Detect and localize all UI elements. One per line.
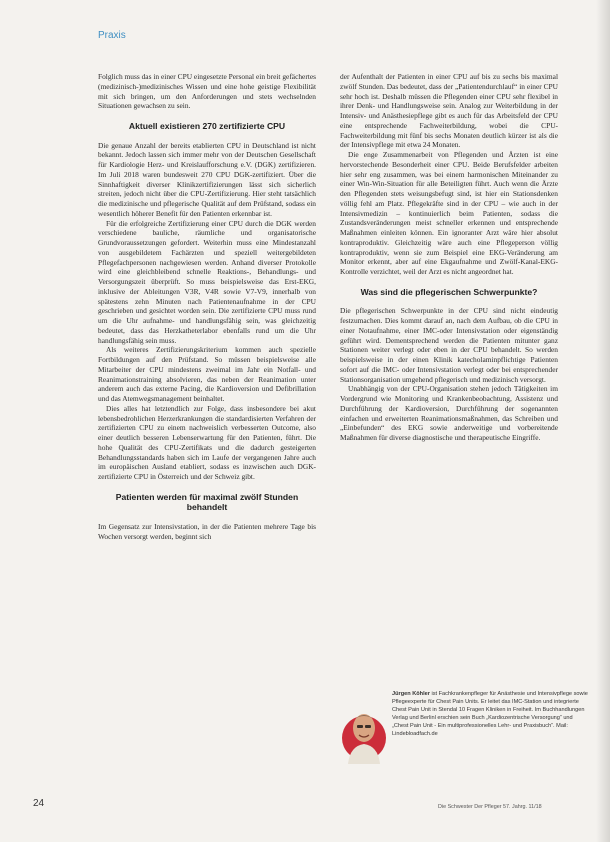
page-edge-shadow: [596, 0, 610, 842]
publication-footer: Die Schwester Der Pfleger 57. Jahrg. 11/18: [438, 804, 542, 810]
paragraph: Die enge Zusammenarbeit von Pflegenden und Ärzten ist eine hervorstechende Besonderheit einer CPU. Beide Berufsfelder arbeiten hier sehr eng zusammen, was bei einem harmonischen Miteinander zu einer Win-Win-Situation für alle Beteiligten führt. Auch wenn die Ärzte den Pflegenden stets weisungsbefugt sind, ist hier ein Stationsdenken völlig fehl am Platz. Pflegekräfte sind in der CPU – wie auch in der Intensivmedizin – kontinuierlich beim Patienten, sodass die Zustandsveränderungen meist schneller erkennen und entsprechende Maßnahmen einleiten können. Ein ignoranter Arzt wäre hier absolut kontraproduktiv. Gleichzeitig wäre auch eine Pflegeperson völlig kontraproduktiv, wenn sie zum Beispiel eine EKG-Veränderung am Monitor erkennt, aber auf eine Ekgaufnahme und Zwölf-Kanal-EKG-Kontrolle verzichtet, weil der Arzt es nicht angeordnet hat.: [340, 150, 558, 276]
paragraph: Als weiteres Zertifizierungskriterium kommen auch spezielle Fortbildungen auf den Prüfstand. So müssen beispielsweise alle Mitarbeiter der CPU mindestens zweimal im Jahr ein Notfall- und Reanimationstraining absolvieren, das neben der Reanimation unter anderem auch das externe Pacing, die Kardioversion und Defibrillation und das Atemwegsmanagement beinhaltet.: [98, 345, 316, 403]
author-photo: [340, 698, 388, 764]
paragraph: Die pflegerischen Schwerpunkte in der CPU sind nicht eindeutig festzumachen. Dies kommt darauf an, nach dem Aufbau, ob die CPU in einer Notaufnahme, einer IMC-oder Intensivstation oder eigenständig geführt wird. Dementsprechend werden die Patienten mitunter ganz Stationen weiter verlegt oder eben in der CPU behandelt. So werden beispielsweise in der einen Klinik katecholaminpflichtige Patienten sofort auf die IMC- oder Intensivstation verlegt oder bei entsprechender Stationsorganisation umgehend pflegerisch und medizinisch versorgt.: [340, 306, 558, 384]
page-number: 24: [33, 798, 45, 809]
subheading: Patienten werden für maximal zwölf Stunden behandelt: [115, 491, 299, 513]
paragraph: Im Gegensatz zur Intensivstation, in der die Patienten mehrere Tage bis Wochen versorgt werden, beginnt sich: [98, 521, 316, 541]
paragraph: Für die erfolgreiche Zertifizierung einer CPU durch die DGK werden verschiedene bauliche, räumliche und organisatorische Grundvoraussetzungen gefordert. Weiterhin muss eine Mindestanzahl von ausgebildetem Fachärzten und speziell weitergebildeten Pflegefachpersonen nachgewiesen werden. Anhand diverser Protokolle wird eine gleichbleibend schnelle Reaktions-, Behandlungs- und Versorgungszeit überprüft. So muss beispielsweise das Erst-EKG, inklusive der Ableitungen V3R, V4R sowie V7-V9, innerhalb von spätestens zehn Minuten nach Patientenaufnahme in der CPU geschrieben und gesichtet worden sein. Die zertifizierte CPU muss rund um die Uhr aufnahme- und handlungsfähig sein, was gleichzeitig bedeutet, dass das Herzkatheterlabor ebenfalls rund um die Uhr handlungsfähig sein muss.: [98, 218, 316, 345]
paragraph: Die genaue Anzahl der bereits etablierten CPU in Deutschland ist nicht bekannt. Jedoch lassen sich immer mehr von der Deutschen Gesellschaft für Kardiologie Herz- und Kreislaufforschung e.V. (DGK) zertifizieren. Im Juli 2018 waren bundesweit 270 CPU DGK-zertifiziert. Über die Sinnhaftigkeit diverser Klinikzertifizierungen lässt sich sicherlich streiten, jedoch nicht über die CPU-Zertifizierung. Hier steht tatsächlich die medizinische und pflegerische Qualität auf dem Prüfstand, sodass ein wesentlich höherer Benefit für den Patienten erkennbar ist.: [98, 140, 316, 218]
author-description: ist Fachkrankenpfleger für Anästhesie und Intensivpflege sowie Pflegeexperte für Chest Pain Units. Er leitet das IMC-Station und integrierte Chest Pain Unit in Stendal 10 Fragen Kliniken in Freiheit. Im Buchhandlungen Verlag und Berlinl erschien sein Buch „Kardiozentrische Versorgung“ und „Chest Pain Unit - Ein multiprofessionelles Lehr- und Praxisbuch“. Mail: Lindebloadfach.de: [392, 691, 588, 738]
author-name: Jürgen Köhler: [392, 691, 430, 697]
left-column: [98, 72, 316, 541]
subheading: Was sind die pflegerischen Schwerpunkte?: [360, 286, 538, 297]
paragraph: Dies alles hat letztendlich zur Folge, dass insbesondere bei akut lebensbedrohlichen Herzerkrankungen die standardisierten Verfahren der zertifizierten CPU zu einem nachweislich verbesserten Outcome, also einer deutlich besseren Lebenserwartung für den Patienten, führt. Die hohe Qualität des CPU-Zertifikats und die dadurch gesteigerten Behandlungsstandards haben sich im Laufe der vergangenen Jahre auch im europäischen Ausland etabliert, sodass es inzwischen auch DGK-zertifizierte CPU in Österreich und der Schweiz gibt.: [98, 403, 316, 481]
subheading: Aktuell existieren 270 zertifizierte CPU: [128, 121, 286, 131]
author-box: [340, 690, 590, 778]
author-bio-text: [392, 690, 588, 739]
section-label: Praxis: [98, 30, 126, 41]
right-column: [340, 72, 558, 443]
paragraph: der Aufenthalt der Patienten in einer CPU auf bis zu sechs bis maximal zwölf Stunden. Das bedeutet, dass der „Patientendurchlauf“ in einer CPU sehr hoch ist. Deshalb müssen die Pflegenden einer CPU sehr flexibel in ihrer Denk- und Handlungsweise sein. Analog zur Weiterbildung in der Intensiv- und Anästhesiepflege gibt es auch für das Arbeitsfeld der CPU eine entsprechende Fachweiterbildung, wobei die CPU-Fachweiterbildung mit fünf bis sechs Monaten deutlich kürzer ist als die der Intensivpflege mit etwa 24 Monaten.: [340, 72, 558, 150]
paragraph: Folglich muss das in einer CPU eingesetzte Personal ein breit gefächertes (medizinisch-)medizinisches Wissen und eine hohe geistige Flexibilität mit sich bringen, um den Anforderungen und stets wechselnden Situationen gewachsen zu sein.: [98, 72, 316, 111]
paragraph: Unabhängig von der CPU-Organisation stehen jedoch Tätigkeiten im Vordergrund wie Monitoring und Krankenbeobachtung, Assistenz und Durchführung der Kardioversion, Durchführung der sogenannten einfachen und erweiterten Reanimationsmaßnahmen, das Schreiben und „Einbefunden“ des EKG sowie anderweitige und vorbereitende Maßnahmen für diverse diagnostische und therapeutische Eingriffe.: [340, 384, 558, 442]
